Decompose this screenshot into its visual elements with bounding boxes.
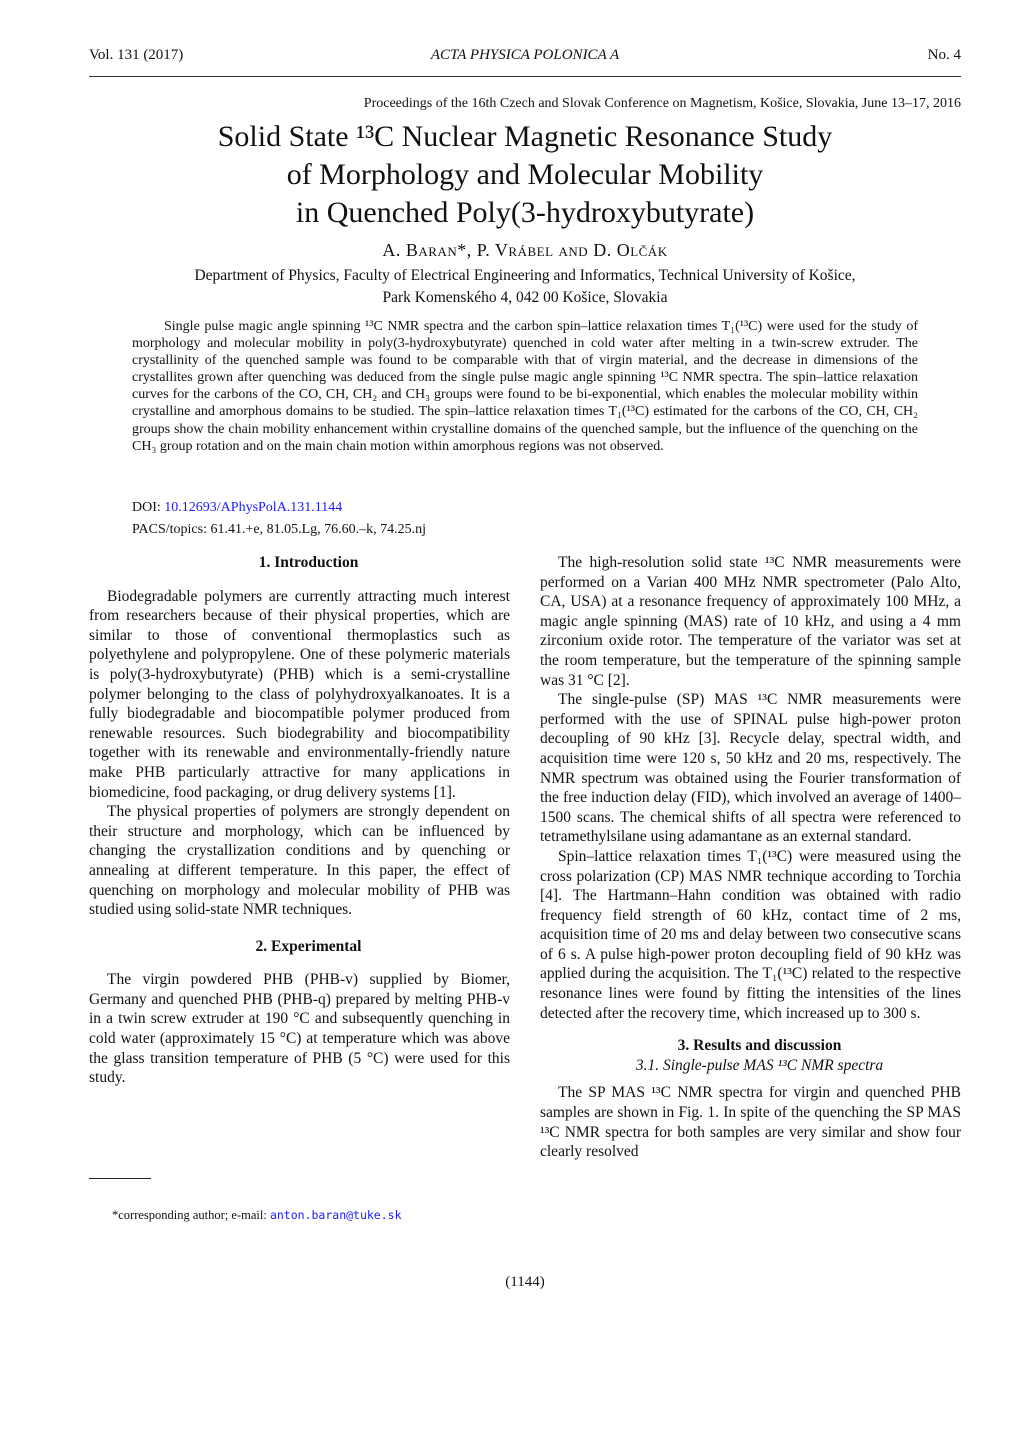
paragraph: The physical properties of polymers are strongly dependent on their structure and morphology, which can be influenced by changing the crystallization conditions and by quenching or annealing at different temperature. In this paper, the effect of quenching on morphology and molecular mobility of PHB was studied using solid-state NMR techniques. [89, 803, 510, 919]
pacs-topics: PACS/topics: 61.41.+e, 81.05.Lg, 76.60.–k, 74.25.nj [132, 522, 427, 537]
title-line: Solid State ¹³C Nuclear Magnetic Resonance Study [217, 120, 833, 153]
footnote-text: *corresponding author; e-mail: [112, 1208, 270, 1222]
proceedings-line: Proceedings of the 16th Czech and Slovak Conference on Magnetism, Košice, Slovakia, June 13–17, 2016 [363, 96, 961, 111]
journal-name: ACTA PHYSICA POLONICA A [430, 47, 620, 63]
affiliation [89, 265, 961, 309]
affiliation-line: Park Komenského 4, 042 00 Košice, Slovakia [382, 289, 668, 306]
volume-label: Vol. 131 (2017) [89, 47, 184, 63]
issue-label: No. 4 [927, 47, 961, 63]
paragraph: Spin–lattice relaxation times T₁(¹³C) were measured using the cross polarization (CP) MAS NMR technique according to Torchia [4]. The Hartmann–Hahn condition was obtained with radio frequency field strength of 60 kHz, contact time of 2 ms, acquisition time of 20 ms and delay between two consecutive scans of 6 s. A pulse high-power proton decoupling field of 90 kHz was applied during the acquisition. The T₁(¹³C) related to the respective resonance lines were found by fitting the intensities of the lines detected after the recovery time, which increased up to 300 s. [540, 847, 961, 1022]
title-line: in Quenched Poly(3-hydroxybutyrate) [295, 196, 755, 229]
section-heading: 1. Introduction [258, 554, 359, 571]
paragraph: The virgin powdered PHB (PHB-v) supplied by Biomer, Germany and quenched PHB (PHB-q) prepared by melting PHB-v in a twin screw extruder at 190 °C and subsequently quenching in cold water (approximately 15 °C) at temperature which was above the glass transition temperature of PHB (5 °C) were used for this study. [89, 971, 510, 1087]
doi-link[interactable]: 10.12693/APhysPolA.131.1144 [164, 500, 343, 515]
page-number: (1144) [505, 1274, 545, 1290]
affiliation-line: Department of Physics, Faculty of Electrical Engineering and Informatics, Technical University of Košice, [194, 267, 856, 284]
paragraph: The single-pulse (SP) MAS ¹³C NMR measurements were performed with the use of SPINAL pulse high-power proton decoupling of 90 kHz [3]. Recycle delay, spectral width, and acquisition time were 120 s, 50 kHz and 20 ms, respectively. The NMR spectrum was obtained using the Fourier transformation of the free induction delay (FID), which involved an average of 1400–1500 scans. The chemical shifts of all spectra were referenced to tetramethylsilane using adamantane as an external standard. [540, 691, 961, 846]
footnote [112, 1208, 402, 1223]
paragraph: The high-resolution solid state ¹³C NMR measurements were performed on a Varian 400 MHz NMR spectrometer (Palo Alto, CA, USA) at a resonance frequency of approximately 100 MHz, a magic angle spinning (MAS) rate of 10 kHz, and using a 4 mm zirconium oxide rotor. The temperature of the variator was set at the room temperature, but the temperature of the spinning sample was 31 °C [2]. [540, 554, 961, 689]
doi [132, 500, 342, 516]
section-heading: 2. Experimental [255, 937, 362, 955]
header-rule [89, 76, 961, 77]
abstract: Single pulse magic angle spinning ¹³C NMR spectra and the carbon spin–lattice relaxation times T₁(¹³C) were used for the study of morphology and molecular mobility in poly(3-hydroxybutyrate) quenched in cold water after melting in a twin-screw extruder. The crystallinity of the quenched sample was found to be comparable with that of virgin material, and the decrease in dimensions of the crystallites grown after quenching was deduced from the single pulse magic angle spinning ¹³C NMR spectra. The spin–lattice relaxation curves for the carbons of the CO, CH, CH₂ and CH₃ groups were found to be bi-exponential, which enables the molecular mobility within crystalline and amorphous domains to be studied. The spin–lattice relaxation times T₁(¹³C) estimated for the carbons of the CO, CH, CH₂ groups show the chain mobility enhancement within crystalline domains of the quenched sample, but the influence of the quenching on the CH₃ group rotation and on the main chain motion within amorphous regions was not observed. [132, 319, 918, 454]
authors: A. Baran*, P. Vrábel and D. Olčák [382, 240, 668, 260]
title-line: of Morphology and Molecular Mobility [286, 158, 764, 191]
right-column [540, 553, 961, 1162]
paragraph: The SP MAS ¹³C NMR spectra for virgin and quenched PHB samples are shown in Fig. 1. In spite of the quenching the SP MAS ¹³C NMR spectra for both samples are very similar and show four clearly resolved [540, 1084, 961, 1161]
paragraph: Biodegradable polymers are currently attracting much interest from researchers because of their physical properties, which are similar to those of conventional thermoplastics such as polyethylene and polypropylene. One of these polymeric materials is poly(3-hydroxybutyrate) (PHB) which is a semi-crystalline polymer belonging to the class of polyhydroxyalkanoates. It is a fully biodegradable and biocompatible polymer produced from renewable resources. Such biodegrability and biocompatibility together with its renewable and environmentally-friendly nature make PHB particularly attractive for many applications in biomedicine, food packaging, or drug delivery systems [1]. [89, 587, 510, 801]
subsection-heading: 3.1. Single-pulse MAS ¹³C NMR spectra [635, 1056, 884, 1074]
doi-label: DOI: [132, 500, 161, 515]
left-column [89, 553, 510, 1088]
section-heading: 3. Results and discussion [677, 1037, 842, 1055]
footnote-rule [89, 1178, 151, 1179]
paper-title [89, 118, 961, 232]
email-link[interactable]: anton.baran@tuke.sk [269, 1208, 402, 1222]
